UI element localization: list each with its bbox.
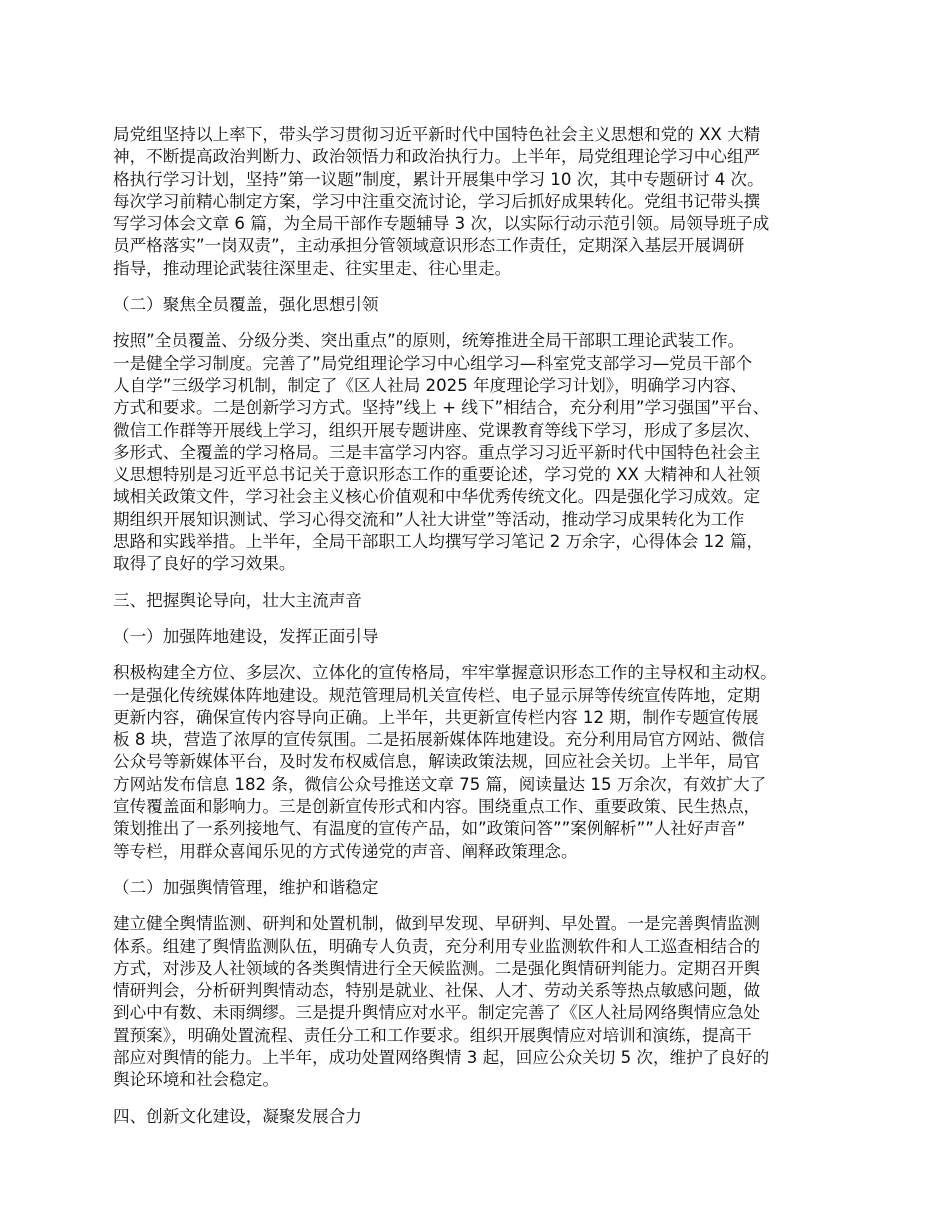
text-line: 局党组坚持以上率下，带头学习贯彻习近平新时代中国特色社会主义思想和党的 XX 大精 <box>113 125 761 144</box>
section-heading-4: 四、创新文化建设，凝聚发展合力 <box>113 1106 362 1126</box>
section-heading-3: 三、把握舆论导向，壮大主流声音 <box>113 590 362 610</box>
section-heading-2-2: （二）聚焦全员覆盖，强化思想引领 <box>113 295 379 315</box>
paragraph-public-opinion <box>113 913 848 1091</box>
text-line: 一是健全学习制度。完善了”局党组理论学习中心组学习—科室党支部学习—党员干部个 <box>113 353 753 373</box>
text-line: 板 8 块，营造了浓厚的宣传氛围。二是拓展新媒体阵地建设。充分利用局官方网站、微信 <box>113 730 765 750</box>
text-line: 指导，推动理论武装往深里走、往实里走、往心里走。 <box>113 258 512 278</box>
text-line: 人自学”三级学习机制，制定了《区人社局 2025 年度理论学习计划》，明确学习内容、 <box>113 375 747 395</box>
text-line: 域相关政策文件，学习社会主义核心价值观和中华优秀传统文化。四是强化学习成效。定 <box>113 487 761 507</box>
text-line: 写学习体会文章 6 篇，为全局干部作专题辅导 3 次，以实际行动示范引领。局领导班子成 <box>113 214 770 234</box>
document-page <box>113 124 848 1142</box>
text-line: 宣传覆盖面和影响力。三是创新宣传形式和内容。围绕重点工作、重要政策、民生热点， <box>113 797 761 817</box>
section-heading-3-2: （二）加强舆情管理，维护和谐稳定 <box>113 877 379 897</box>
text-line: 按照”全员覆盖、分级分类、突出重点”的原则，统筹推进全局干部职工理论武装工作。 <box>113 331 745 351</box>
text-line: 每次学习前精心制定方案，学习中注重交流讨论，学习后抓好成果转化。党组书记带头撰 <box>113 191 761 211</box>
text-line: 部应对舆情的能力。上半年，成功处置网络舆情 3 起，回应公众关切 5 次，维护了良好的 <box>113 1047 770 1067</box>
paragraph-party-study <box>113 124 848 280</box>
text-line: 方式和要求。二是创新学习方式。坚持”线上 + 线下”相结合，充分利用”学习强国”平台、 <box>113 398 770 418</box>
paragraph-full-coverage <box>113 330 848 575</box>
text-line: 到心中有数、未雨绸缪。三是提升舆情应对水平。制定完善了《区人社局网络舆情应急处 <box>113 1003 761 1023</box>
text-line: 期组织开展知识测试、学习心得交流和”人社大讲堂”等活动，推动学习成果转化为工作 <box>113 509 745 529</box>
text-line: 取得了良好的学习效果。 <box>113 554 296 574</box>
text-line: 等专栏，用群众喜闻乐见的方式传递党的声音、阐释政策理念。 <box>113 841 578 861</box>
text-line: 义思想特别是习近平总书记关于意识形态工作的重要论述，学习党的 XX 大精神和人社领 <box>113 465 761 485</box>
text-line: 置预案》，明确处置流程、责任分工和工作要求。组织开展舆情应对培训和演练，提高干 <box>113 1025 752 1045</box>
text-line: 思路和实践举措。上半年，全局干部职工人均撰写学习笔记 2 万余字，心得体会 12 篇， <box>113 532 764 552</box>
text-line: 微信工作群等开展线上学习，组织开展专题讲座、党课教育等线下学习，形成了多层次、 <box>113 420 761 440</box>
text-line: 舆论环境和社会稳定。 <box>113 1070 279 1090</box>
text-line: 格执行学习计划，坚持”第一议题”制度，累计开展集中学习 10 次，其中专题研讨 4 次。 <box>113 169 764 189</box>
text-line: 一是强化传统媒体阵地建设。规范管理局机关宣传栏、电子显示屏等传统宣传阵地，定期 <box>113 685 761 705</box>
text-line: 神，不断提高政治判断力、政治领悟力和政治执行力。上半年，局党组理论学习中心组严 <box>113 147 761 167</box>
text-line: 体系。组建了舆情监测队伍，明确专人负责，充分利用专业监测软件和人工巡查相结合的 <box>113 936 761 956</box>
text-line: 情研判会，分析研判舆情动态，特别是就业、社保、人才、劳动关系等热点敏感问题，做 <box>113 981 761 1001</box>
text-line: 建立健全舆情监测、研判和处置机制，做到早发现、早研判、早处置。一是完善舆情监测 <box>113 914 761 934</box>
text-line: 积极构建全方位、多层次、立体化的宣传格局，牢牢掌握意识形态工作的主导权和主动权。 <box>113 663 777 683</box>
section-heading-3-1: （一）加强阵地建设，发挥正面引导 <box>113 626 379 646</box>
text-line: 公众号等新媒体平台，及时发布权威信息，解读政策法规，回应社会关切。上半年，局官 <box>113 752 761 772</box>
text-line: 员严格落实”一岗双责”，主动承担分管领域意识形态工作责任，定期深入基层开展调研 <box>113 236 745 256</box>
text-line: 方网站发布信息 182 条，微信公众号推送文章 75 篇，阅读量达 15 万余次，有效扩大了 <box>113 774 767 794</box>
text-line: 策划推出了一系列接地气、有温度的宣传产品，如”政策问答””案例解析””人社好声音” <box>113 819 746 839</box>
text-line: 更新内容，确保宣传内容导向正确。上半年，共更新宣传栏内容 12 期，制作专题宣传展 <box>113 707 759 727</box>
text-line: 方式，对涉及人社领域的各类舆情进行全天候监测。二是强化舆情研判能力。定期召开舆 <box>113 958 761 978</box>
paragraph-propaganda-front <box>113 662 848 863</box>
text-line: 多形式、全覆盖的学习格局。三是丰富学习内容。重点学习习近平新时代中国特色社会主 <box>113 442 761 462</box>
